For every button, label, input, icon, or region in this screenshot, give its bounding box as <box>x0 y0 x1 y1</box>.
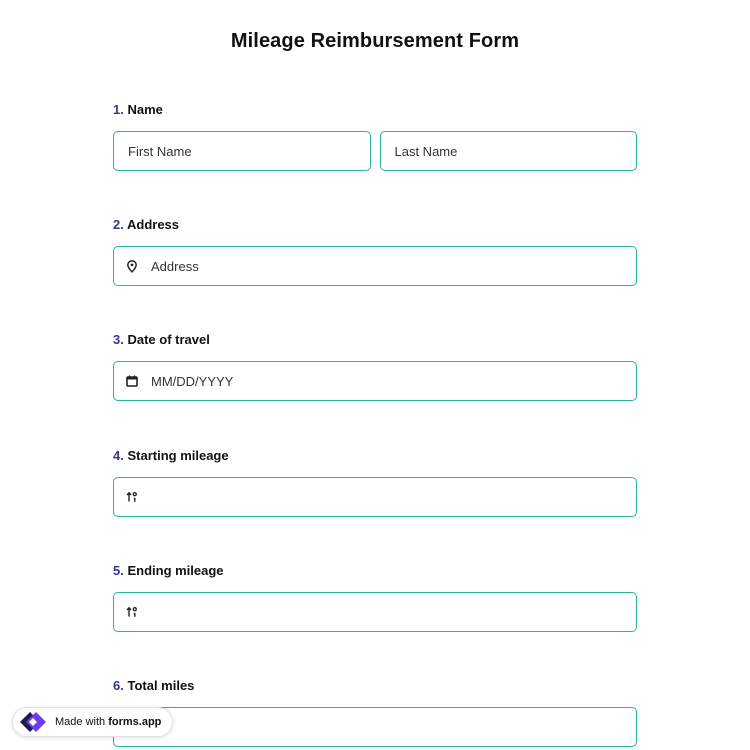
question-text: Starting mileage <box>127 448 229 463</box>
question-number: 1. <box>113 102 124 117</box>
question-text: Name <box>127 102 163 117</box>
question-label <box>113 331 637 349</box>
question-label <box>113 216 637 234</box>
badge-prefix: Made with <box>55 716 106 728</box>
question-text: Ending mileage <box>127 563 224 578</box>
first-name-placeholder: First Name <box>128 143 192 159</box>
question-text: Date of travel <box>127 332 210 347</box>
question-name <box>113 101 637 171</box>
question-number: 2. <box>113 217 124 232</box>
question-text: Address <box>126 217 180 232</box>
address-input[interactable] <box>113 246 637 286</box>
ending-mileage-input[interactable] <box>113 592 637 632</box>
question-number: 6. <box>113 678 124 693</box>
name-row <box>113 131 637 171</box>
total-miles-input[interactable] <box>113 707 637 747</box>
question-number: 3. <box>113 332 124 347</box>
date-placeholder: MM/DD/YYYY <box>151 373 234 389</box>
question-label <box>113 562 637 580</box>
last-name-placeholder: Last Name <box>394 143 458 159</box>
question-text: Total miles <box>127 678 195 693</box>
question-date-of-travel <box>113 331 637 401</box>
first-name-input[interactable] <box>113 131 371 171</box>
question-number: 4. <box>113 448 124 463</box>
form-title: Mileage Reimbursement Form <box>230 30 520 52</box>
question-label <box>113 447 637 465</box>
question-starting-mileage <box>113 447 637 517</box>
address-placeholder: Address <box>151 258 199 274</box>
question-address <box>113 216 637 286</box>
badge-brand: forms.app <box>108 716 162 728</box>
date-input[interactable] <box>113 361 637 401</box>
question-label <box>113 101 637 119</box>
made-with-badge[interactable] <box>12 707 173 737</box>
location-pin-icon <box>125 259 139 273</box>
question-label <box>113 677 637 695</box>
question-number: 5. <box>113 563 124 578</box>
calendar-icon <box>125 374 139 388</box>
number-sort-icon <box>125 605 139 619</box>
number-sort-icon <box>125 490 139 504</box>
last-name-input[interactable] <box>380 131 638 171</box>
question-ending-mileage <box>113 562 637 632</box>
forms-app-logo-icon <box>19 711 49 733</box>
starting-mileage-input[interactable] <box>113 477 637 517</box>
question-total-miles <box>113 677 637 747</box>
